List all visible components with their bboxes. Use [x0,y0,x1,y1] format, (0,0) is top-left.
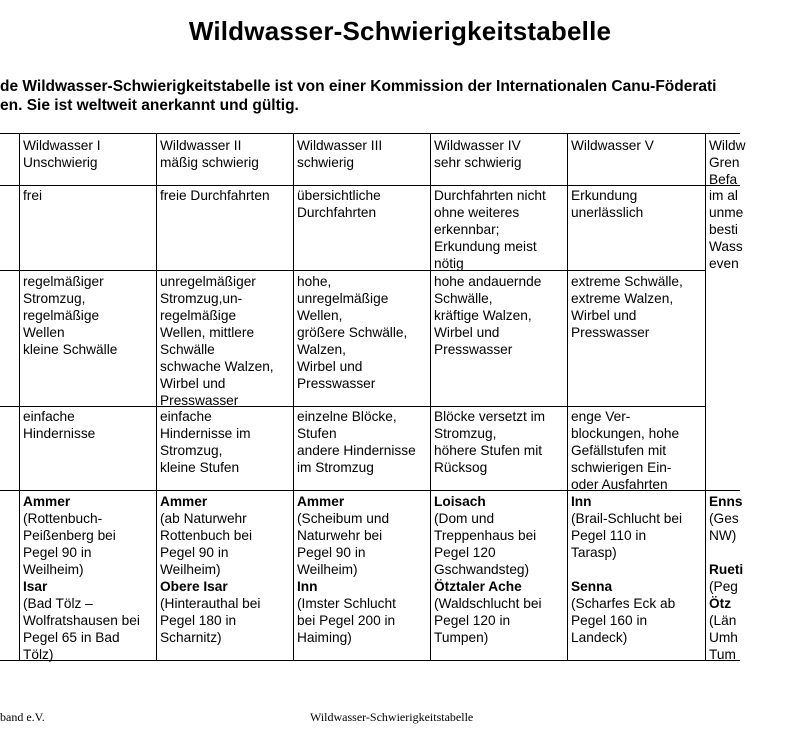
cell-line: Inn [297,579,318,594]
table-rule-h [0,185,740,186]
cell-line: Tölz) [23,647,54,662]
cell-line: Ammer [297,494,345,509]
cell-line: Ammer [23,494,71,509]
cell-line: regelmäßige [23,308,100,323]
table-cell [23,187,154,204]
table-rule-v [293,133,294,661]
footer-left-text: band e.V. [0,710,45,724]
cell-line: Senna [571,579,613,594]
cell-line: (Waldschlucht bei [434,596,542,611]
table-rule-v [567,133,568,661]
table-cell [160,493,291,646]
cell-line: schwache Walzen, [160,359,274,374]
cell-line: extreme Schwälle, [571,274,683,289]
cell-line: Unschwierig [23,155,98,170]
cell-line: erkennbar; [434,222,500,237]
cell-line: regelmäßiger [23,274,104,289]
cell-line: (Imster Schlucht [297,596,396,611]
cell-line: Befa [709,172,738,187]
cell-line [571,561,703,578]
cell-line: (Bad Tölz – [23,596,93,611]
cell-line: (Rottenbuch- [23,511,103,526]
cell-line: Umh [709,630,738,645]
table-rule-h [0,406,705,407]
cell-line: (Ges [709,511,739,526]
cell-line: NW) [709,528,737,543]
cell-line: Tarasp) [571,545,617,560]
cell-line: Blöcke versetzt im [434,409,546,424]
cell-line: Peißenberg bei [23,528,116,543]
table-cell [709,137,748,188]
cell-line: Stromzug, [23,291,86,306]
cell-line: besti [709,222,738,237]
table-cell [23,493,154,663]
table-cell [23,273,154,358]
cell-line: Hindernisse im [160,426,251,441]
cell-line: Presswasser [297,376,376,391]
cell-line: (Scharfes Eck ab [571,596,676,611]
table-cell [23,137,154,171]
cell-line: Pegel 180 in [160,613,237,628]
table-cell [571,273,703,341]
cell-line: Rücksog [434,460,488,475]
cell-line: kräftige Walzen, [434,308,532,323]
cell-line: im al [709,188,738,203]
cell-line: Pegel 110 in [571,528,647,543]
cell-line: Wildwasser III [297,138,383,153]
cell-line: Hindernisse [23,426,96,441]
cell-line: Pegel 120 in [434,613,511,628]
cell-line: Wirbel und [434,325,500,340]
table-cell [23,408,154,442]
cell-line: Stromzug, [434,426,497,441]
cell-line: Tum [709,647,736,662]
cell-line: Wolfratshausen bei [23,613,140,628]
cell-line: Pegel 160 in [571,613,648,628]
cell-line: ohne weiteres [434,205,520,220]
cell-line: sehr schwierig [434,155,522,170]
cell-line: (Hinterauthal bei [160,596,261,611]
table-cell [160,273,291,409]
cell-line: Wellen [23,325,65,340]
cell-line: Schwälle [160,342,215,357]
cell-line: Durchfahrten [297,205,377,220]
table-cell [297,408,428,476]
cell-line: Naturwehr bei [297,528,383,543]
cell-line: nötig [434,256,464,271]
intro-line-2: en. Sie ist weltweit anerkannt und gültig. [0,97,299,114]
cell-line: Erkundung meist [434,239,537,254]
cell-line: im Stromzug [297,460,374,475]
cell-line: andere Hindernisse [297,443,416,458]
cell-line: Rottenbuch bei [160,528,253,543]
cell-line: Ammer [160,494,208,509]
cell-line: Pegel 90 in [160,545,229,560]
cell-line: extreme Walzen, [571,291,674,306]
cell-line: Gren [709,155,740,170]
cell-line: schwierig [297,155,355,170]
cell-line: unme [709,205,744,220]
cell-line: Presswasser [434,342,513,357]
cell-line: Weilheim) [297,562,358,577]
table-cell [297,273,428,392]
cell-line: Weilheim) [23,562,84,577]
table-cell [571,408,703,493]
table-cell [434,273,565,358]
cell-line: (ab Naturwehr [160,511,247,526]
table-cell [160,187,291,204]
cell-line: mäßig schwierig [160,155,259,170]
table-cell [434,408,565,476]
cell-line: Gefällstufen mit [571,443,667,458]
cell-line: Stromzug,un- [160,291,243,306]
cell-line: Pegel 90 in [23,545,92,560]
table-rule-v [705,133,706,661]
cell-line: Ötz [709,596,732,611]
cell-line: unregelmäßiger [160,274,256,289]
cell-line: oder Ausfahrten [571,477,668,492]
cell-line: Pegel 90 in [297,545,366,560]
cell-line: bei Pegel 200 in [297,613,396,628]
cell-line: Stufen [297,426,337,441]
cell-line: freie Durchfahrten [160,188,270,203]
footer-center-text: Wildwasser-Schwierigkeitstabelle [310,710,474,724]
table-cell [571,187,703,221]
cell-line: Enns [709,494,743,509]
intro-line-1: de Wildwasser-Schwierigkeitstabelle ist von einer Kommission der Internationalen Canu-Föderati [0,78,717,95]
cell-line: (Län [709,613,737,628]
cell-line: Schwälle, [434,291,493,306]
cell-line: (Peg [709,579,738,594]
cell-line: Wirbel und [160,376,226,391]
cell-line: unerlässlich [571,205,644,220]
cell-line: frei [23,188,43,203]
table-cell [160,137,291,171]
table-rule-v [19,133,20,661]
cell-line: schwierigen Ein- [571,460,672,475]
cell-line: Inn [571,494,592,509]
table-cell [297,493,428,646]
cell-line: Isar [23,579,48,594]
table-rule-v [156,133,157,661]
cell-line: Wildw [709,138,746,153]
cell-line: größere Schwälle, [297,325,408,340]
table-rule-h [0,133,740,134]
table-cell [297,137,428,171]
table-cell [160,408,291,476]
cell-line: Tumpen) [434,630,489,645]
table-cell [709,493,748,663]
table-rule-v [430,133,431,661]
cell-line: (Brail-Schlucht bei [571,511,683,526]
table-rule-h [0,270,705,271]
cell-line: Wildwasser V [571,138,654,153]
cell-line: (Scheibum und [297,511,390,526]
cell-line: regelmäßige [160,308,237,323]
cell-line: Ötztaler Ache [434,579,522,594]
cell-line: hohe andauernde [434,274,542,289]
cell-line: einfache [160,409,212,424]
cell-line: unregelmäßige [297,291,389,306]
cell-line: blockungen, hohe [571,426,680,441]
cell-line: Treppenhaus bei [434,528,537,543]
cell-line: enge Ver- [571,409,631,424]
cell-line: Presswasser [160,393,239,408]
cell-line: hohe, [297,274,332,289]
table-cell [571,493,703,646]
cell-line: Wellen, [297,308,343,323]
cell-line: (Dom und [434,511,495,526]
cell-line: Rueti [709,562,744,577]
table-cell [571,137,703,154]
cell-line: höhere Stufen mit [434,443,543,458]
cell-line: Pegel 65 in Bad [23,630,120,645]
cell-line: übersichtliche [297,188,381,203]
cell-line: even [709,256,739,271]
cell-line: Wellen, mittlere [160,325,255,340]
cell-line: Haiming) [297,630,352,645]
cell-line: Wirbel und [297,359,363,374]
cell-line: Gschwandsteg) [434,562,530,577]
cell-line: Landeck) [571,630,628,645]
cell-line: Wass [709,239,743,254]
cell-line: Pegel 120 [434,545,496,560]
cell-line: Walzen, [297,342,346,357]
cell-line: Scharnitz) [160,630,222,645]
table-cell [297,187,428,221]
table-cell [434,187,565,272]
cell-line: Loisach [434,494,486,509]
cell-line: Wirbel und [571,308,637,323]
table-cell [434,137,565,171]
cell-line: einfache [23,409,75,424]
cell-line: kleine Stufen [160,460,240,475]
cell-line: Presswasser [571,325,650,340]
cell-line: Obere Isar [160,579,228,594]
cell-line: kleine Schwälle [23,342,118,357]
cell-line: einzelne Blöcke, [297,409,397,424]
cell-line [709,544,748,561]
cell-line: Wildwasser IV [434,138,521,153]
table-cell [434,493,565,646]
document-title: Wildwasser-Schwierigkeitstabelle [188,16,612,46]
cell-line: Stromzug, [160,443,223,458]
cell-line: Wildwasser I [23,138,101,153]
cell-line: Wildwasser II [160,138,242,153]
table-cell [709,187,748,272]
cell-line: Erkundung [571,188,638,203]
cell-line: Weilheim) [160,562,221,577]
cell-line: Durchfahrten nicht [434,188,546,203]
